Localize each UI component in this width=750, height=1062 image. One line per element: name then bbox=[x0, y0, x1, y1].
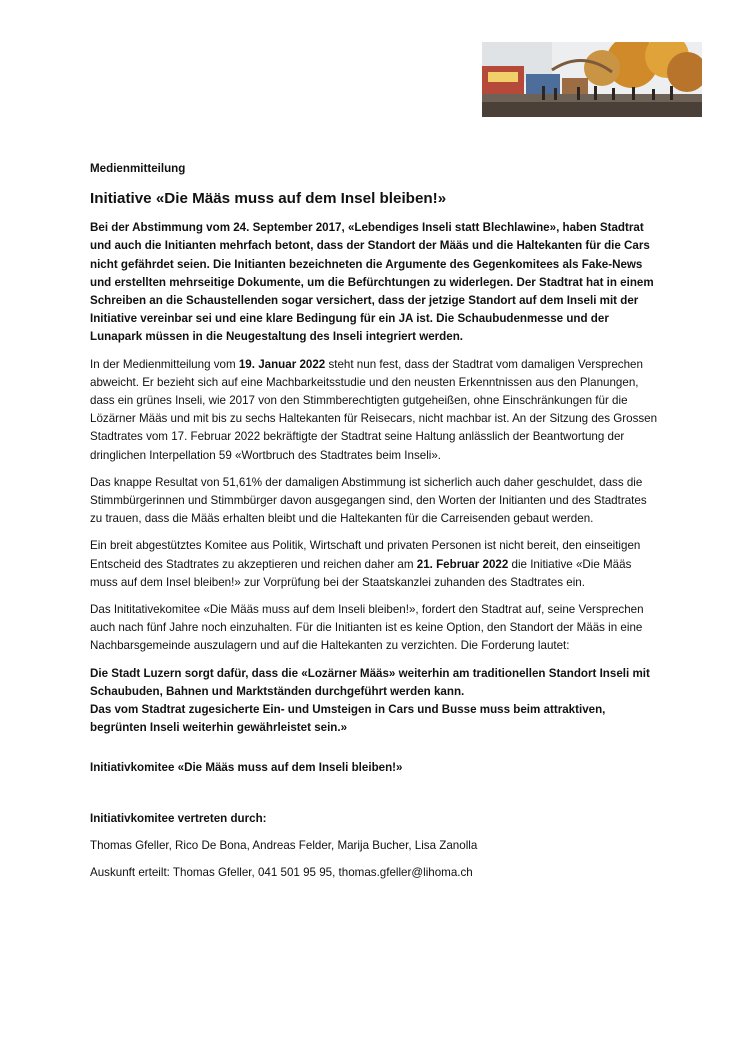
paragraph-4 bbox=[90, 537, 662, 592]
p1-date: 24. September 2017 bbox=[233, 221, 342, 235]
p4-text-a: Ein breit abgestütztes Komitee aus Politik, Wirtschaft und privaten Personen ist nicht bereit, den einseitigen Entscheid des Stadtrates zu akzeptieren und reichen daher am bbox=[90, 539, 641, 571]
document-label: Medienmitteilung bbox=[90, 162, 186, 175]
p1-text-c: , «Lebendiges Inseli statt Blechlawine», haben Stadtrat und auch die Initianten mehrfach betont, dass der Standort der Määs und die Haltekanten für die Cars nicht gefährdet seien. Die Initianten bezeichneten die Argumente des Gegenkomitees als Fake-News und erstellten mehrseitige Dokumente, um die Befürchtungen zu widerlegen. Der Stadtrat hat in einem Schreiben an die Schaustellenden sogar versichert, dass der jetzige Standort auf dem Inseli mit der Initiative vereinbar sei und eine klare Bedingung für ein JA ist. Die Schaubudenmesse und der Lunapark müssen in die Neugestaltung des Inseli integriert werden. bbox=[90, 221, 654, 344]
committee-name: Initiativkomitee «Die Määs muss auf dem Inseli bleiben!» bbox=[90, 761, 403, 775]
fairground-photo-illustration bbox=[482, 42, 702, 117]
header-photo bbox=[482, 42, 702, 117]
document-title: Initiative «Die Määs muss auf dem Insel bleiben!» bbox=[90, 190, 447, 208]
p4-date: 21. Februar 2022 bbox=[416, 557, 509, 571]
demand-2: Das vom Stadtrat zugesicherte Ein- und Umsteigen in Cars und Busse muss beim attraktiven, begrünten Inseli weiterhin gewährleistet sein.» bbox=[90, 703, 606, 735]
represented-label: Initiativkomitee vertreten durch: bbox=[90, 811, 267, 825]
p2-date: 19. Januar 2022 bbox=[238, 357, 326, 371]
p4-text-c: die Initiative «Die Määs muss auf dem Insel bleiben!» zur Vorprüfung bei der Staatskanzlei zuhanden des Stadtrates ein. bbox=[90, 557, 632, 589]
demands bbox=[90, 665, 662, 738]
press-release bbox=[90, 160, 662, 891]
paragraph-5: Das Inititativekomitee «Die Määs muss auf dem Inseli bleiben!», fordert den Stadtrat auf, seine Versprechen auch nach fünf Jahre noch einzuhalten. Für die Initianten ist es keine Option, den Standort der Määs in eine Nachbarsgemeinde auszulagern und auf die Haltekanten zu verzichten. Die Forderung lautet: bbox=[90, 603, 644, 653]
intro-paragraph bbox=[90, 219, 662, 346]
demand-1: Die Stadt Luzern sorgt dafür, dass die «Lozärner Määs» weiterhin am traditionellen Standort Inseli mit Schaubuden, Bahnen und Marktständen durchgeführt werden kann. bbox=[90, 666, 650, 698]
p1-text-a: Bei der Abstimmung vom bbox=[90, 221, 234, 235]
committee-members: Thomas Gfeller, Rico De Bona, Andreas Felder, Marija Bucher, Lisa Zanolla bbox=[90, 838, 478, 852]
p2-text-a: In der Medienmitteilung vom bbox=[90, 357, 239, 371]
paragraph-3: Das knappe Resultat von 51,61% der damaligen Abstimmung ist sicherlich auch daher geschuldet, dass die Stimmbürgerinnen und Stimmbürger davon ausgegangen sind, den Worten der Initianten und des Stadtrates zu trauen, dass die Määs erhalten bleibt und die Haltekanten für die Carreisenden gebaut werden. bbox=[90, 475, 647, 526]
contact-info: Auskunft erteilt: Thomas Gfeller, 041 501 95 95, thomas.gfeller@lihoma.ch bbox=[90, 866, 473, 880]
p2-text-c: steht nun fest, dass der Stadtrat vom damaligen Versprechen abweicht. Er bezieht sich auf eine Machbarkeitsstudie und den neusten Erkenntnissen aus den Planungen, dass ein grünes Inseli, wie 2017 von den Stimmberechtigten gutgeheißen, ohne Einschränkungen für die Lözärner Määs und mit bis zu sechs Haltekanten für Reisecars, nicht machbar ist. An der Sitzung des Grossen Stadtrates vom 17. Februar 2022 bekräftigte der Stadtrat seine Haltung anlässlich der Beantwortung der dringlichen Interpellation 59 «Wortbruch des Stadtrates beim Inseli». bbox=[90, 357, 658, 462]
paragraph-2 bbox=[90, 356, 662, 465]
